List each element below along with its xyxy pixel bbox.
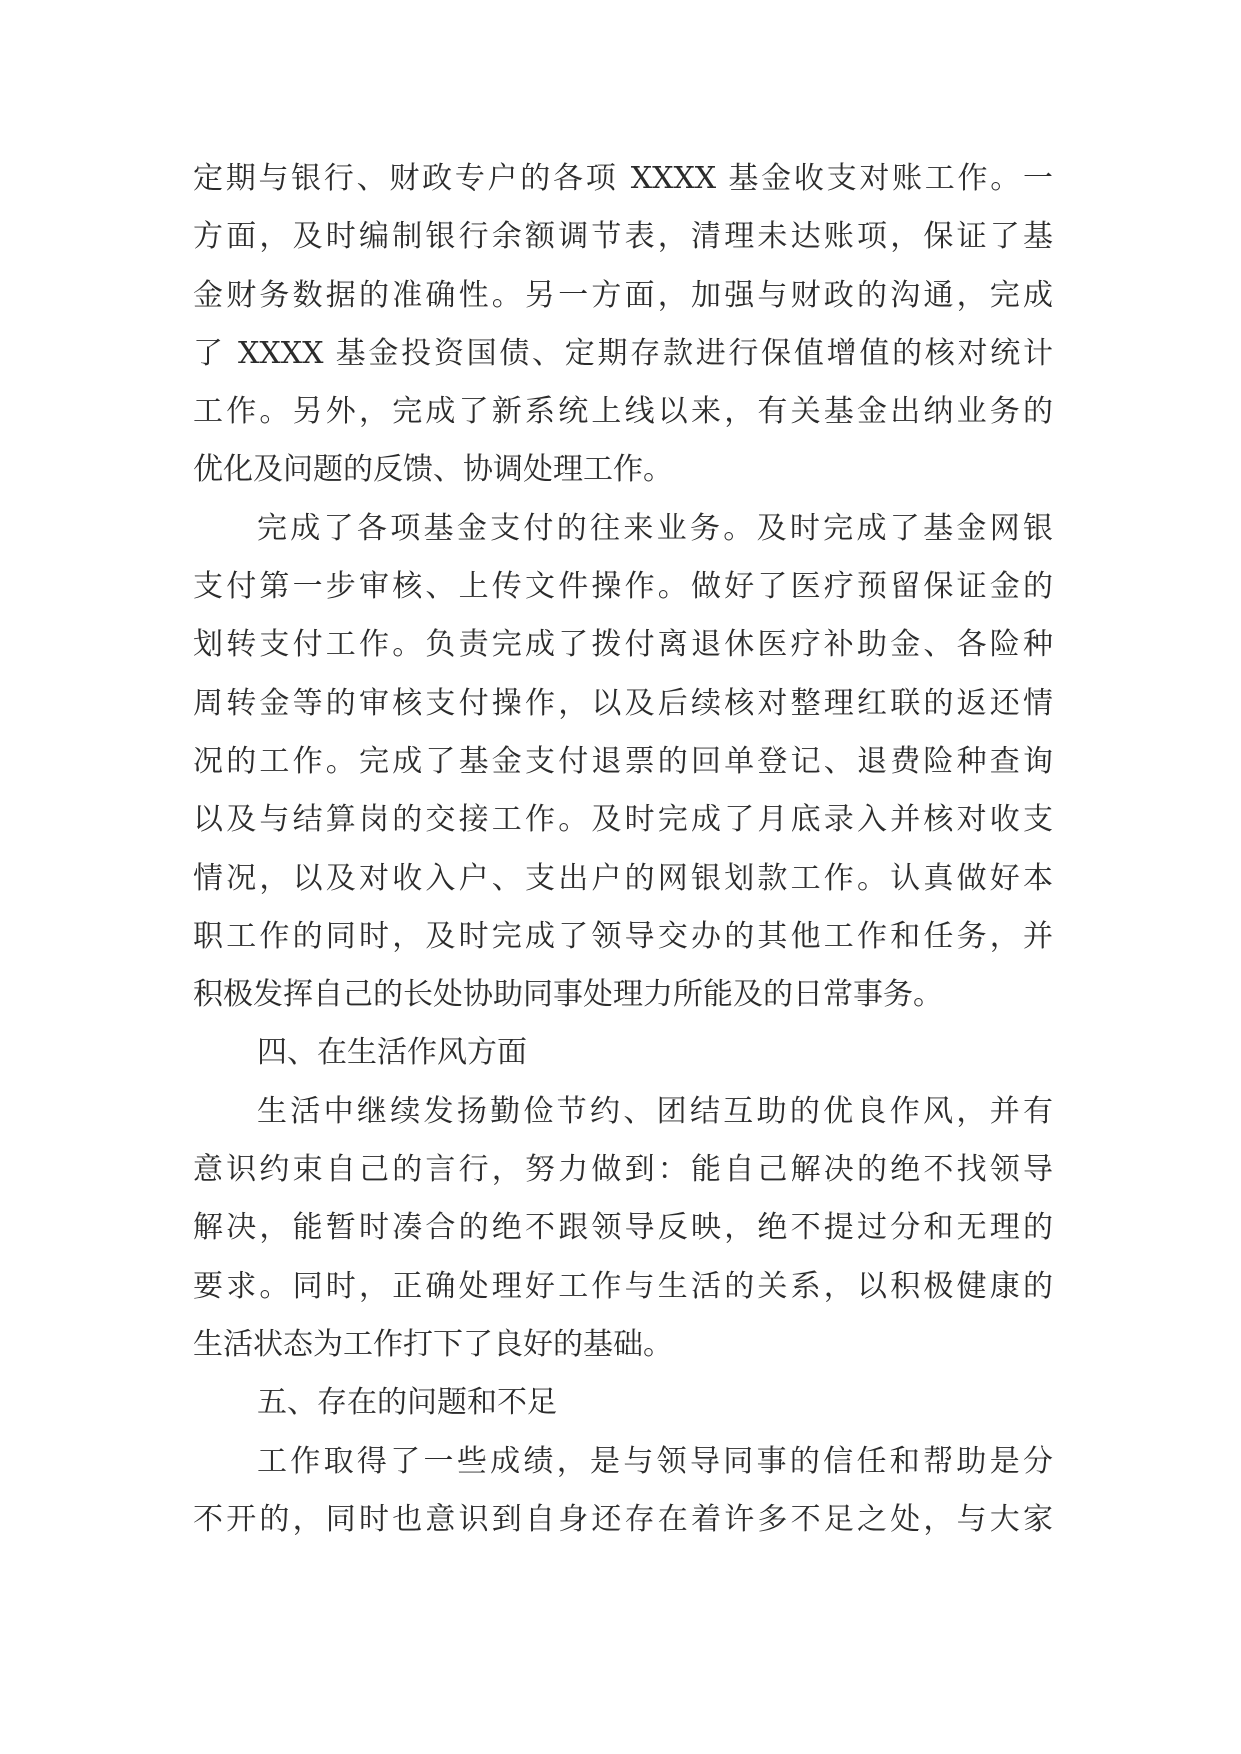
body-line: 职工作的同时，及时完成了领导交办的其他工作和任务，并 (193, 918, 1053, 954)
body-line: 金财务数据的准确性。另一方面，加强与财政的沟通，完成 (193, 277, 1053, 313)
body-line: 况的工作。完成了基金支付退票的回单登记、退费险种查询 (193, 743, 1053, 779)
body-line: 划转支付工作。负责完成了拨付离退休医疗补助金、各险种 (193, 627, 1053, 663)
body-line: 定期与银行、财政专户的各项 XXXX 基金收支对账工作。一 (193, 161, 1053, 196)
body-line: 不开的，同时也意识到自身还存在着许多不足之处，与大家 (193, 1501, 1053, 1537)
body-line: 工作。另外，完成了新系统上线以来，有关基金出纳业务的 (193, 394, 1053, 430)
body-line: 积极发挥自己的长处协助同事处理力所能及的日常事务。 (193, 977, 943, 1013)
body-line: 意识约束自己的言行，努力做到：能自己解决的绝不找领导 (193, 1152, 1053, 1188)
body-line: 生活状态为工作打下了良好的基础。 (193, 1326, 673, 1362)
body-line: 以及与结算岗的交接工作。及时完成了月底录入并核对收支 (193, 802, 1053, 838)
paragraph-first-line: 完成了各项基金支付的往来业务。及时完成了基金网银 (257, 510, 1053, 546)
body-line: 了 XXXX 基金投资国债、定期存款进行保值增值的核对统计 (193, 335, 1053, 371)
body-line: 情况，以及对收入户、支出户的网银划款工作。认真做好本 (193, 860, 1053, 896)
paragraph-first-line: 工作取得了一些成绩，是与领导同事的信任和帮助是分 (257, 1443, 1053, 1479)
body-line: 优化及问题的反馈、协调处理工作。 (193, 452, 673, 488)
body-line: 方面，及时编制银行余额调节表，清理未达账项，保证了基 (193, 219, 1053, 255)
paragraph-first-line: 生活中继续发扬勤俭节约、团结互助的优良作风，并有 (257, 1093, 1053, 1129)
body-line: 支付第一步审核、上传文件操作。做好了医疗预留保证金的 (193, 569, 1053, 605)
section-heading: 四、在生活作风方面 (257, 1035, 527, 1071)
document-body (193, 150, 1053, 1549)
section-heading: 五、存在的问题和不足 (257, 1385, 557, 1421)
body-line: 周转金等的审核支付操作，以及后续核对整理红联的返还情 (193, 685, 1053, 721)
body-line: 解决，能暂时凑合的绝不跟领导反映，绝不提过分和无理的 (193, 1210, 1053, 1246)
body-line: 要求。同时，正确处理好工作与生活的关系，以积极健康的 (193, 1268, 1053, 1304)
